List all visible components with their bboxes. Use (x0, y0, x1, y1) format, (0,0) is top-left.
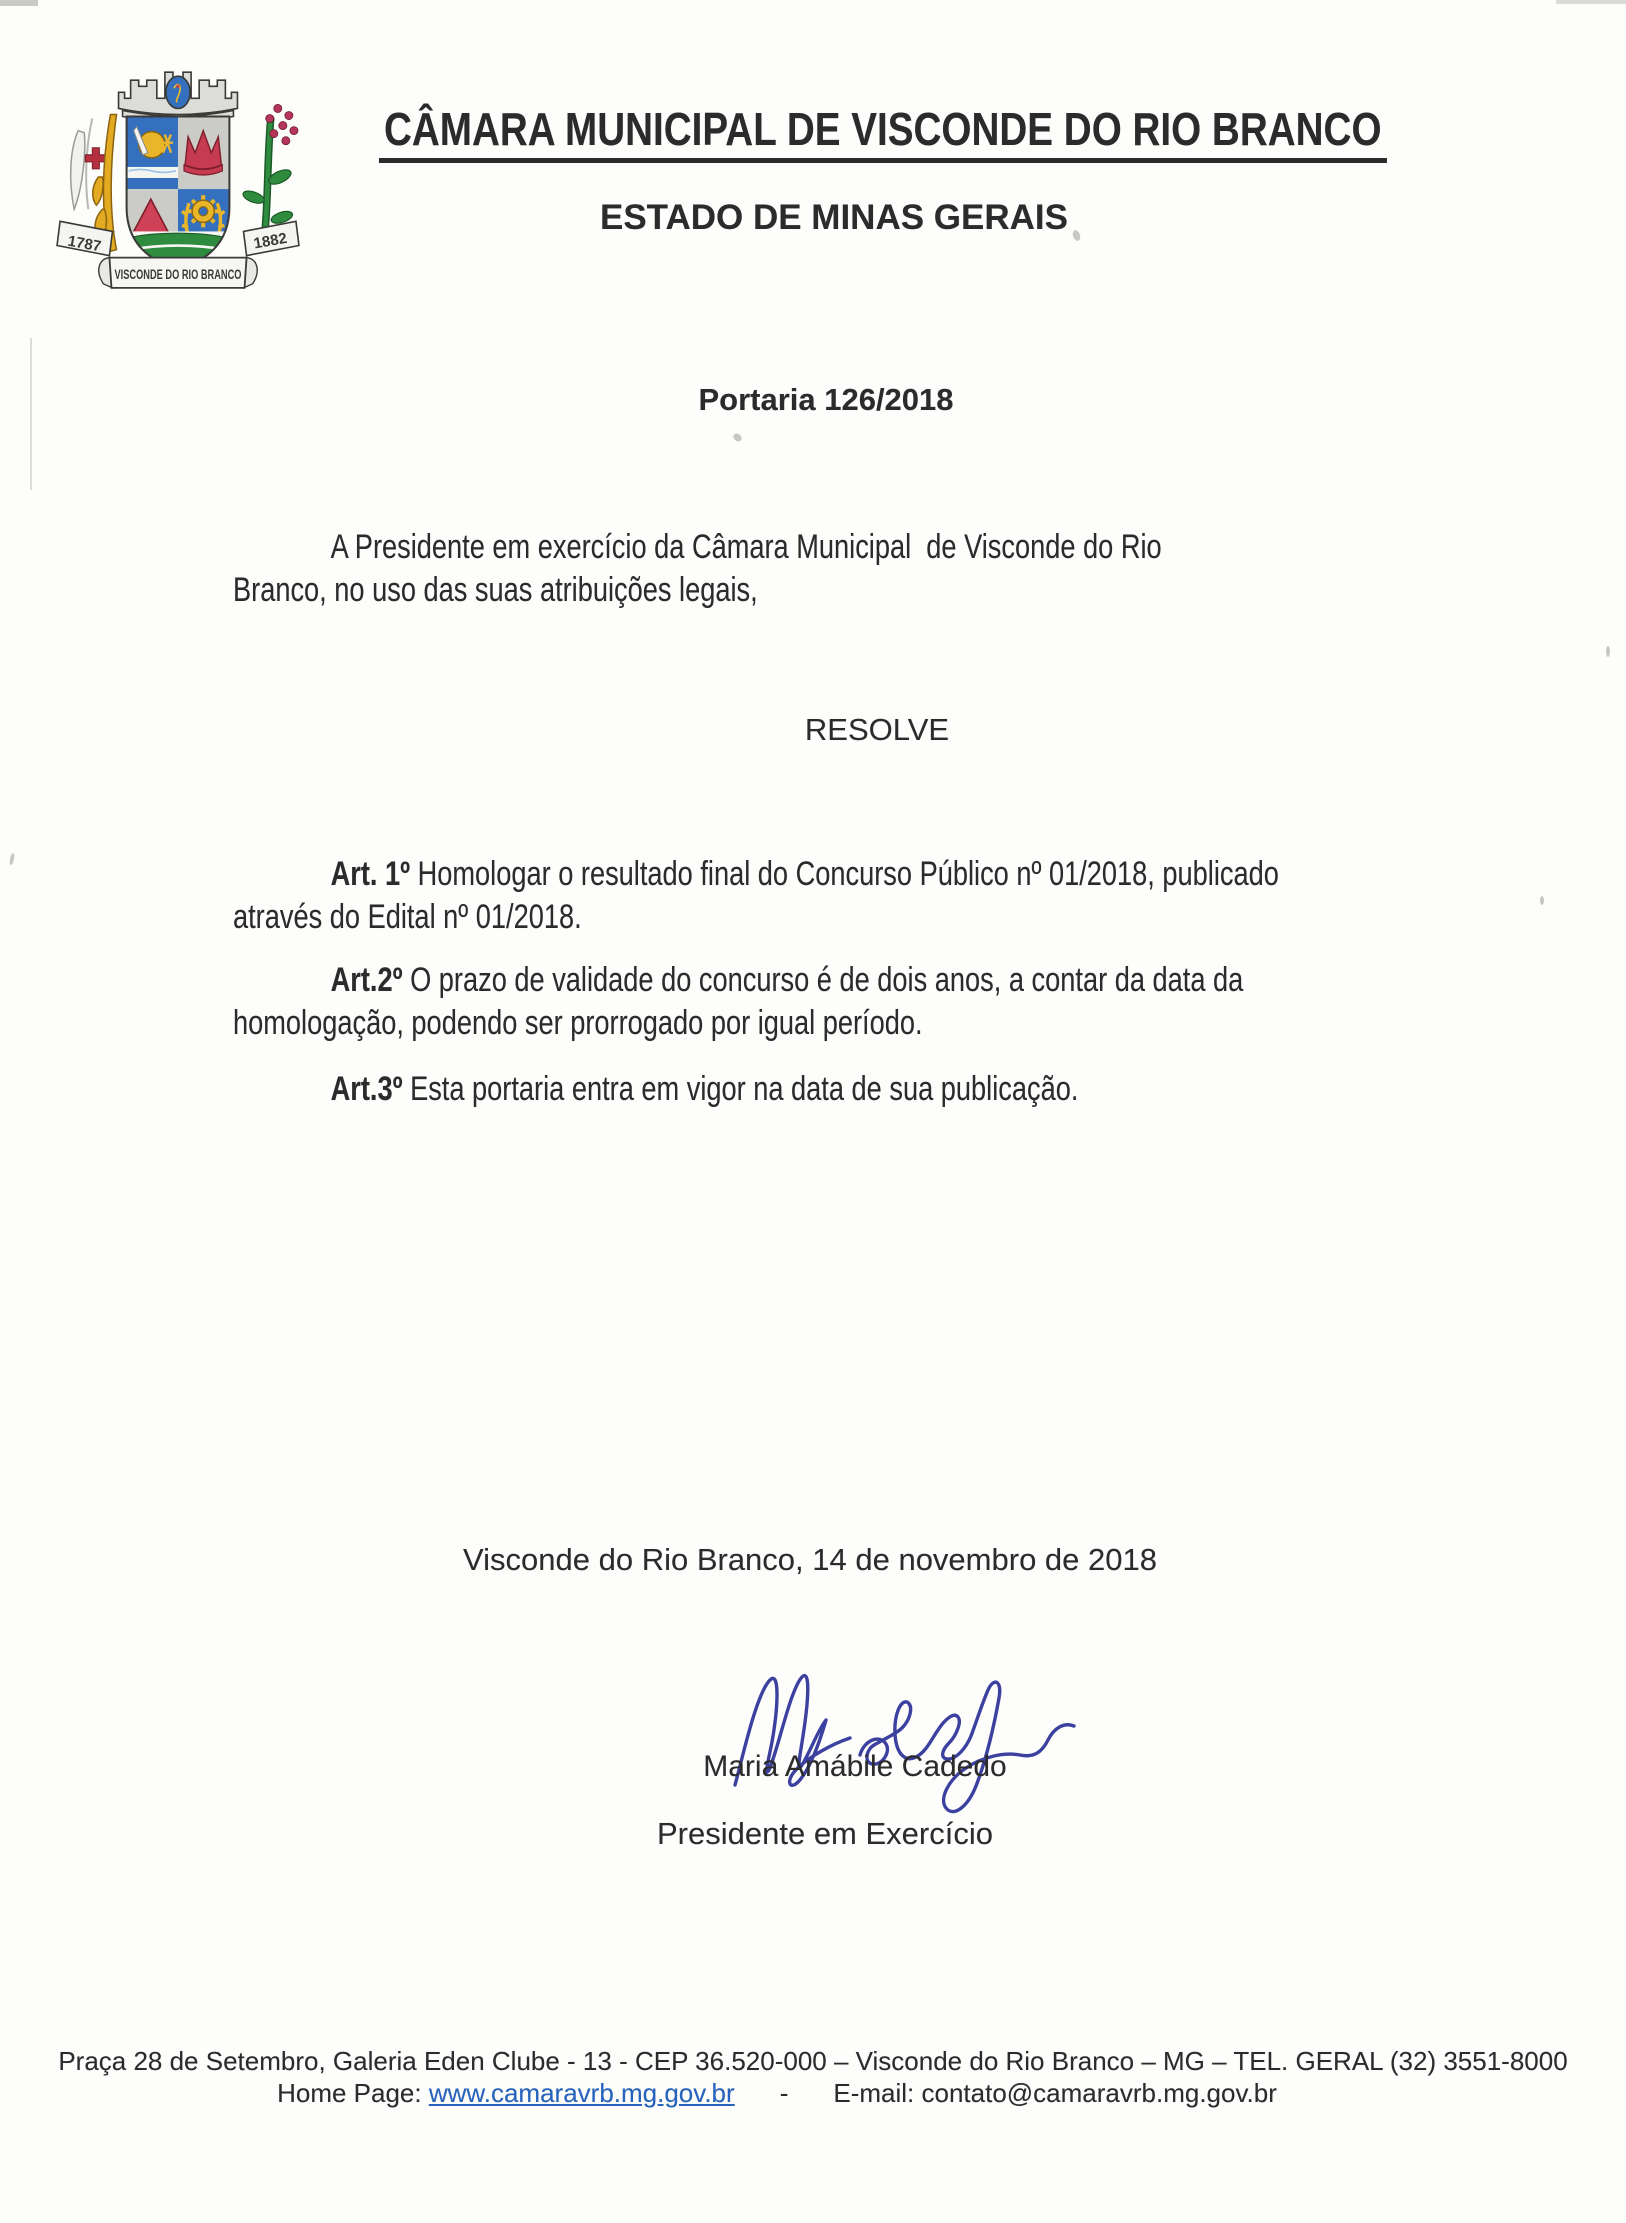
crest-cross (85, 148, 106, 169)
scan-artifact (732, 432, 743, 443)
crest-crown-oval (166, 76, 190, 108)
crest-banner (99, 258, 257, 288)
intro-line-1: A Presidente em exercício da Câmara Municipal de Visconde do Rio (330, 528, 1162, 566)
org-name-title: CÂMARA MUNICIPAL DE VISCONDE DO RIO BRANCO (379, 102, 1387, 163)
article-1-prefix: Art. 1º (330, 855, 411, 893)
scan-artifact (9, 853, 15, 866)
email-value: contato@camaravrb.mg.gov.br (921, 2078, 1277, 2108)
article-3 (233, 1068, 1393, 1111)
signatory-role: Presidente em Exercício (657, 1816, 993, 1851)
article-1 (233, 853, 1393, 939)
email-label: E-mail: (833, 2078, 915, 2108)
dateline: Visconde do Rio Branco, 14 de novembro de 2018 (463, 1542, 1157, 1577)
header (283, 102, 1385, 163)
state-subtitle: ESTADO DE MINAS GERAIS (599, 198, 1068, 237)
intro-line-2: Branco, no uso das suas atribuições legais, (233, 571, 758, 609)
coat-of-arms (52, 58, 304, 298)
crest-year-left: 1787 (66, 232, 103, 256)
crest-year-right: 1882 (252, 229, 289, 253)
scan-artifact (0, 0, 38, 6)
article-2 (233, 959, 1393, 1045)
resolve-heading: RESOLVE (804, 712, 950, 747)
article-2-line-2: homologação, podendo ser prorrogado por igual período. (233, 1004, 923, 1042)
homepage-label: Home Page: (277, 2078, 422, 2108)
article-3-prefix: Art.3º (330, 1070, 403, 1108)
scan-artifact (1606, 646, 1610, 657)
intro-paragraph (233, 526, 1393, 612)
article-1-line-2: através do Edital nº 01/2018. (233, 898, 582, 936)
footer-separator: - (779, 2078, 789, 2108)
signature-stroke (735, 1676, 1074, 1812)
homepage-link[interactable]: www.camaravrb.mg.gov.br (428, 2078, 735, 2108)
portaria-title: Portaria 126/2018 (698, 382, 954, 417)
footer-address: Praça 28 de Setembro, Galeria Eden Clube - 13 - CEP 36.520-000 – Visconde do Rio Branco – MG – TEL. GERAL (32) 3551-8000 (58, 2046, 1568, 2076)
article-1-line-1: Art. 1º Homologar o resultado final do Concurso Público nº 01/2018, publicado (330, 855, 1279, 893)
crest-mural-crown (119, 72, 238, 121)
article-2-prefix: Art.2º (330, 961, 403, 999)
scan-artifact (30, 338, 32, 490)
signature-image (690, 1660, 1100, 1830)
article-3-line-1: Art.3º Esta portaria entra em vigor na data de sua publicação. (330, 1070, 1079, 1108)
crest-shield (127, 117, 230, 270)
scan-artifact (1540, 896, 1544, 905)
scan-artifact (1556, 0, 1626, 4)
crest-banner-text: VISCONDE DO RIO BRANCO (114, 265, 242, 282)
footer-contacts (0, 2077, 1590, 2109)
article-2-line-1: Art.2º O prazo de validade do concurso é de dois anos, a contar da data da (330, 961, 1244, 999)
signatory-name: Maria Amábile Cadedo (703, 1750, 1007, 1783)
